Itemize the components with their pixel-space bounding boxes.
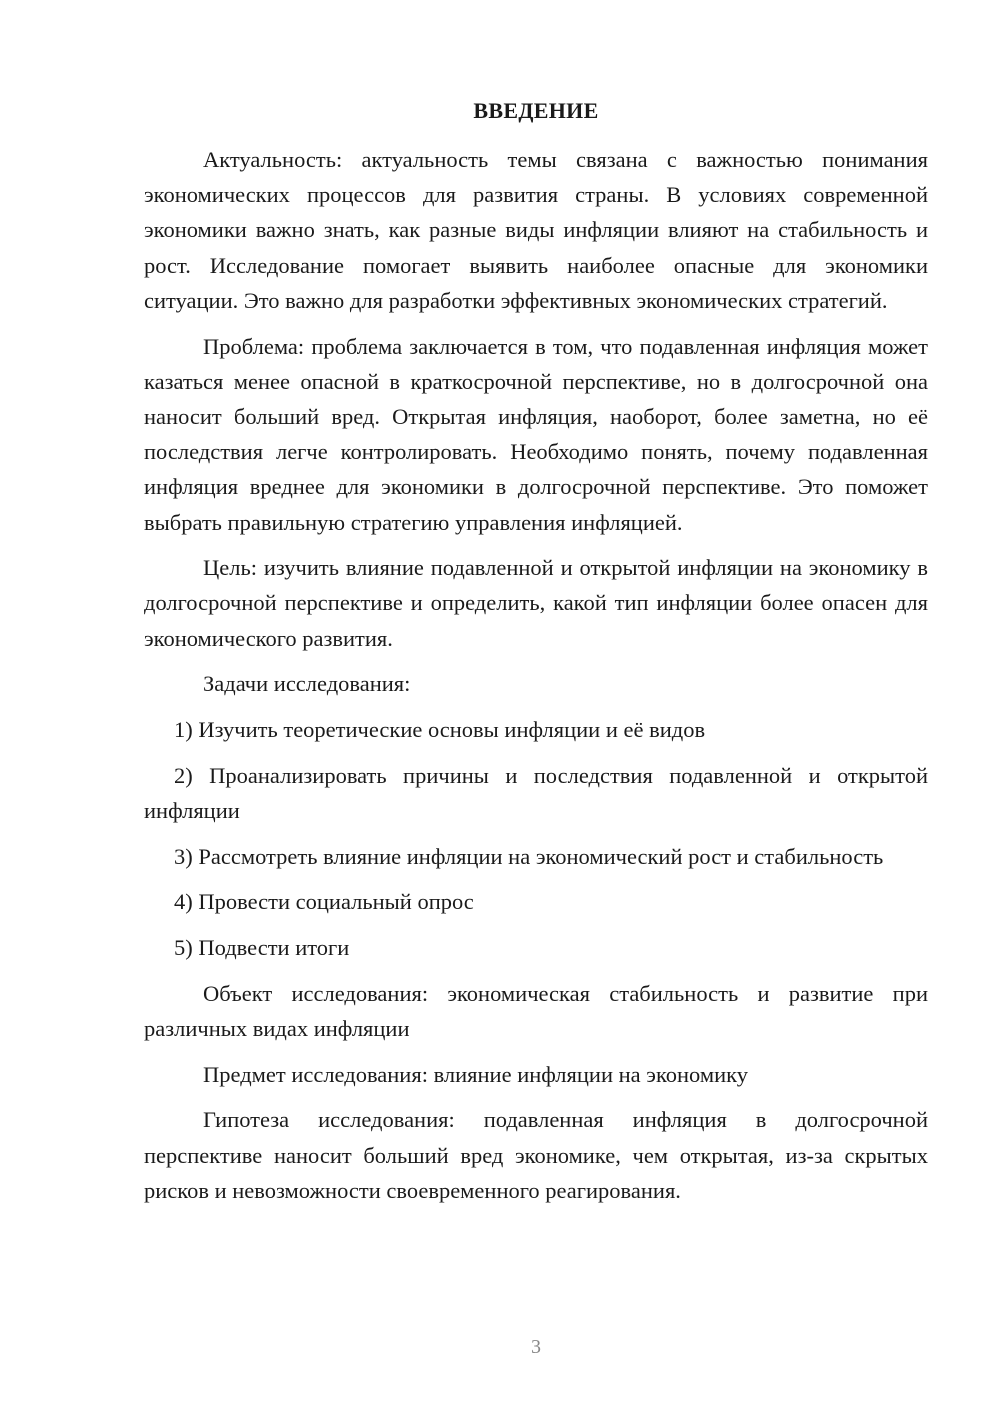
relevance-paragraph: Актуальность: актуальность темы связана с важностью понимания экономических процессов для развития страны. В условиях современной экономики важно знать, как разные виды инфляции влияют на стабильность и рост. Исследование помогает выявить наиболее опасные для экономики ситуации. Это важно для разработки эффективных экономических стратегий. xyxy=(144,147,928,313)
task-item: 4) Провести социальный опрос xyxy=(174,889,474,915)
problem-paragraph: Проблема: проблема заключается в том, что подавленная инфляция может казаться менее опасной в краткосрочной перспективе, но в долгосрочной она наносит больший вред. Открытая инфляция, наоборот, более заметна, но её последствия легче контролировать. Необходимо понять, почему подавленная инфляция вреднее для экономики в долгосрочной перспективе. Это поможет выбрать правильную стратегию управления инфляцией. xyxy=(144,333,928,535)
document-body xyxy=(144,142,928,1208)
object-paragraph: Объект исследования: экономическая стабильность и развитие при различных видах инфляции xyxy=(144,980,928,1041)
task-item: 2) Проанализировать причины и последствия подавленной и открытой инфляции xyxy=(144,762,928,823)
task-item: 1) Изучить теоретические основы инфляции и её видов xyxy=(174,717,706,743)
tasks-heading: Задачи исследования: xyxy=(203,671,411,697)
subject-paragraph: Предмет исследования: влияние инфляции на экономику xyxy=(203,1061,748,1087)
page-number: 3 xyxy=(531,1336,541,1358)
task-item: 5) Подвести итоги xyxy=(174,935,350,961)
goal-paragraph: Цель: изучить влияние подавленной и открытой инфляции на экономику в долгосрочной перспективе и определить, какой тип инфляции более опасен для экономического развития. xyxy=(144,555,928,651)
hypothesis-paragraph: Гипотеза исследования: подавленная инфляция в долгосрочной перспективе наносит больший вред экономике, чем открытая, из-за скрытых рисков и невозможности своевременного реагирования. xyxy=(144,1107,928,1203)
page-title: ВВЕДЕНИЕ xyxy=(473,98,599,123)
task-item: 3) Рассмотреть влияние инфляции на экономический рост и стабильность xyxy=(174,843,884,869)
